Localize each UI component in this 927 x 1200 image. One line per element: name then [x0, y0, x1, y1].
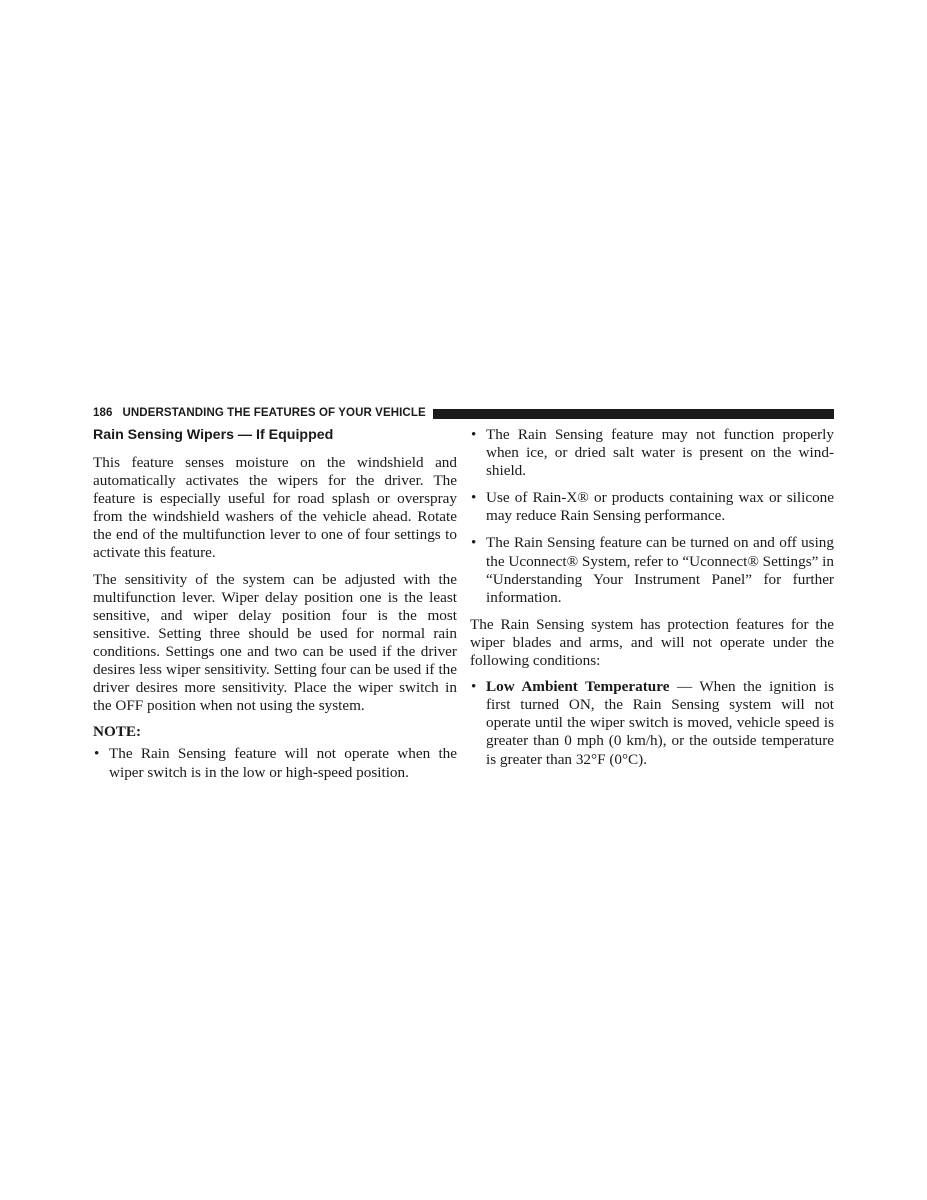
- condition-term: Low Ambient Temperature: [486, 678, 670, 696]
- note-label: NOTE:: [93, 723, 142, 741]
- bullet-list: [470, 426, 834, 607]
- page-header: [93, 404, 834, 422]
- list-item: • The Rain Sensing feature can be turned on and off using the Uconnect® System, refer to “Uconnect® Settings” in “Understanding Your Instrument Panel” for further information.: [470, 534, 834, 606]
- page-number: 186: [93, 407, 113, 419]
- note-list: [93, 745, 457, 781]
- left-column: [93, 426, 457, 791]
- condition-text: — When the ignition is first turned ON, the Rain Sensing system will not operate until the wiper switch is moved, vehicle speed is greater than 0 mph (0 km/h), or the outside temperature is greater than 32°F (0°C).: [486, 678, 834, 768]
- list-item: • The Rain Sensing feature may not function properly when ice, or dried salt water is present on the windshield.: [470, 426, 834, 480]
- section-title: Rain Sensing Wipers — If Equipped: [93, 427, 334, 443]
- body-paragraph: The Rain Sensing system has protection features for the wiper blades and arms, and will not operate under the following conditions:: [470, 615, 834, 670]
- chapter-title: UNDERSTANDING THE FEATURES OF YOUR VEHICLE: [122, 407, 426, 419]
- condition-item: [470, 678, 834, 768]
- body-paragraph: This feature senses moisture on the windshield and automatically activates the wipers for the driver. The feature is especially useful for road splash or overspray from the windshield washers of the vehicle ahead. Rotate the end of the multifunction lever to one of four settings to activate this feature.: [93, 454, 457, 562]
- conditions-list: [470, 678, 834, 768]
- list-item: • The Rain Sensing feature will not operate when the wiper switch is in the low or high-speed position.: [93, 745, 457, 781]
- header-rule: [433, 409, 834, 419]
- right-column: [470, 426, 834, 778]
- body-paragraph: The sensitivity of the system can be adjusted with the multifunction lever. Wiper delay position one is the least sensitive, and wiper delay position four is the most sensitive. Setting three should be used for normal rain conditions. Settings one and two can be used if the driver desires less wiper sensitivity. Setting four can be used if the driver desires more sensitivity. Place the wiper switch in the OFF position when not using the system.: [93, 570, 457, 715]
- list-item: • Use of Rain-X® or products containing wax or silicone may reduce Rain Sensing performance.: [470, 489, 834, 525]
